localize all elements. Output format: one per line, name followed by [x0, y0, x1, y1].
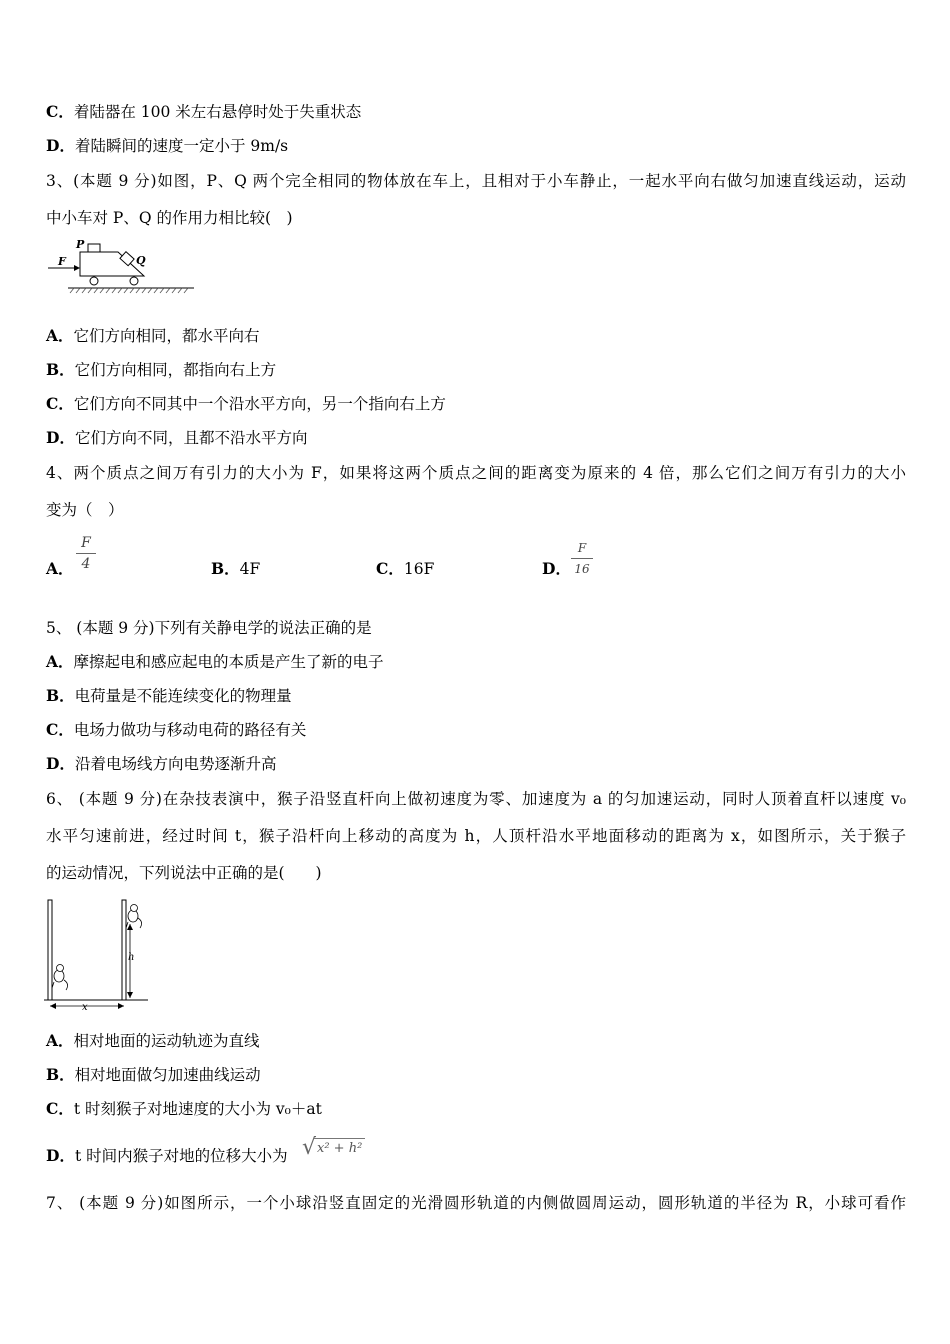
q5-option-a: A．摩擦起电和感应起电的本质是产生了新的电子	[46, 652, 384, 671]
q5-option-b: B．电荷量是不能连续变化的物理量	[46, 686, 292, 705]
q5-stem: 5、 (本题 9 分)下列有关静电学的说法正确的是	[46, 619, 372, 637]
q6-option-d: D．t 时间内猴子对地的位移大小为	[46, 1146, 288, 1165]
q4-option-a-label: A．	[46, 559, 74, 578]
q6-d-radicand: x² + h²	[314, 1138, 365, 1156]
q6-monkey-top-icon	[126, 905, 142, 929]
q4-a-numerator: F	[81, 535, 91, 551]
q5-option-d: D．沿着电场线方向电势逐渐升高	[46, 754, 277, 773]
q4-stem-line1: 4、两个质点之间万有引力的大小为 F，如果将这两个质点之间的距离变为原来的 4 倍，那么它们之间万有引力的大小	[46, 464, 906, 482]
q3-option-c: C．它们方向不同其中一个沿水平方向，另一个指向右上方	[46, 394, 446, 413]
q6-pole-left	[48, 900, 52, 1000]
q2-option-c: C．着陆器在 100 米左右悬停时处于失重状态	[46, 102, 362, 121]
q3-stem-line2: 中小车对 P、Q 的作用力相比较( )	[46, 209, 293, 227]
q6-monkey-bottom-icon	[52, 965, 68, 991]
q6-label-h: h	[128, 952, 135, 963]
q3-option-a: A．它们方向相同，都水平向右	[46, 326, 260, 345]
q4-option-b: B．4F	[211, 559, 261, 578]
q3-cart-body	[80, 252, 144, 276]
q3-stem-line1: 3、(本题 9 分)如图，P、Q 两个完全相同的物体放在车上，且相对于小车静止，一起水平向右做匀加速直线运动，运动	[46, 172, 906, 190]
q3-option-b: B．它们方向相同，都指向右上方	[46, 360, 277, 379]
q3-cart-figure	[44, 236, 204, 296]
q4-option-d-label: D．	[542, 559, 571, 578]
q3-label-q: Q	[136, 254, 146, 267]
q6-option-a: A．相对地面的运动轨迹为直线	[46, 1031, 260, 1050]
q6-stem-line1: 6、 (本题 9 分)在杂技表演中，猴子沿竖直杆向上做初速度为零、加速度为 a 的匀加速运动，同时人顶着直杆以速度 v₀	[46, 790, 906, 808]
q4-a-denominator: 4	[81, 556, 91, 572]
q6-option-c: C．t 时刻猴子对地速度的大小为 v₀＋at	[46, 1099, 322, 1118]
q6-option-b: B．相对地面做匀加速曲线运动	[46, 1065, 261, 1084]
q3-label-f: F	[58, 255, 66, 268]
q3-block-p	[88, 244, 100, 252]
q4-d-denominator: 16	[574, 562, 590, 576]
q3-option-d: D．它们方向不同，且都不沿水平方向	[46, 428, 308, 447]
q2-option-d: D．着陆瞬间的速度一定小于 9m/s	[46, 136, 289, 155]
q7-stem-line1: 7、 (本题 9 分)如图所示，一个小球沿竖直固定的光滑圆形轨道的内侧做圆周运动，圆形轨道的半径为 R，小球可看作	[46, 1194, 906, 1212]
q6-label-x: x	[82, 1002, 88, 1013]
q3-label-p: P	[76, 238, 85, 251]
q4-option-d-fraction	[571, 540, 593, 577]
q6-stem-line2: 水平匀速前进，经过时间 t，猴子沿杆向上移动的高度为 h，人顶杆沿水平地面移动的距离为 x，如图所示，关于猴子	[46, 827, 906, 845]
q4-d-numerator: F	[577, 541, 587, 555]
sqrt-icon: √	[302, 1135, 317, 1160]
q4-option-c: C．16F	[376, 559, 435, 578]
q4-option-a-fraction	[76, 535, 96, 572]
q5-option-c: C．电场力做功与移动电荷的路径有关	[46, 720, 307, 739]
q6-monkey-pole-figure	[44, 896, 154, 1016]
q6-pole-right	[122, 900, 126, 1000]
q4-stem-line2: 变为（ ）	[46, 501, 124, 519]
q6-stem-line3: 的运动情况，下列说法中正确的是( )	[46, 864, 322, 882]
